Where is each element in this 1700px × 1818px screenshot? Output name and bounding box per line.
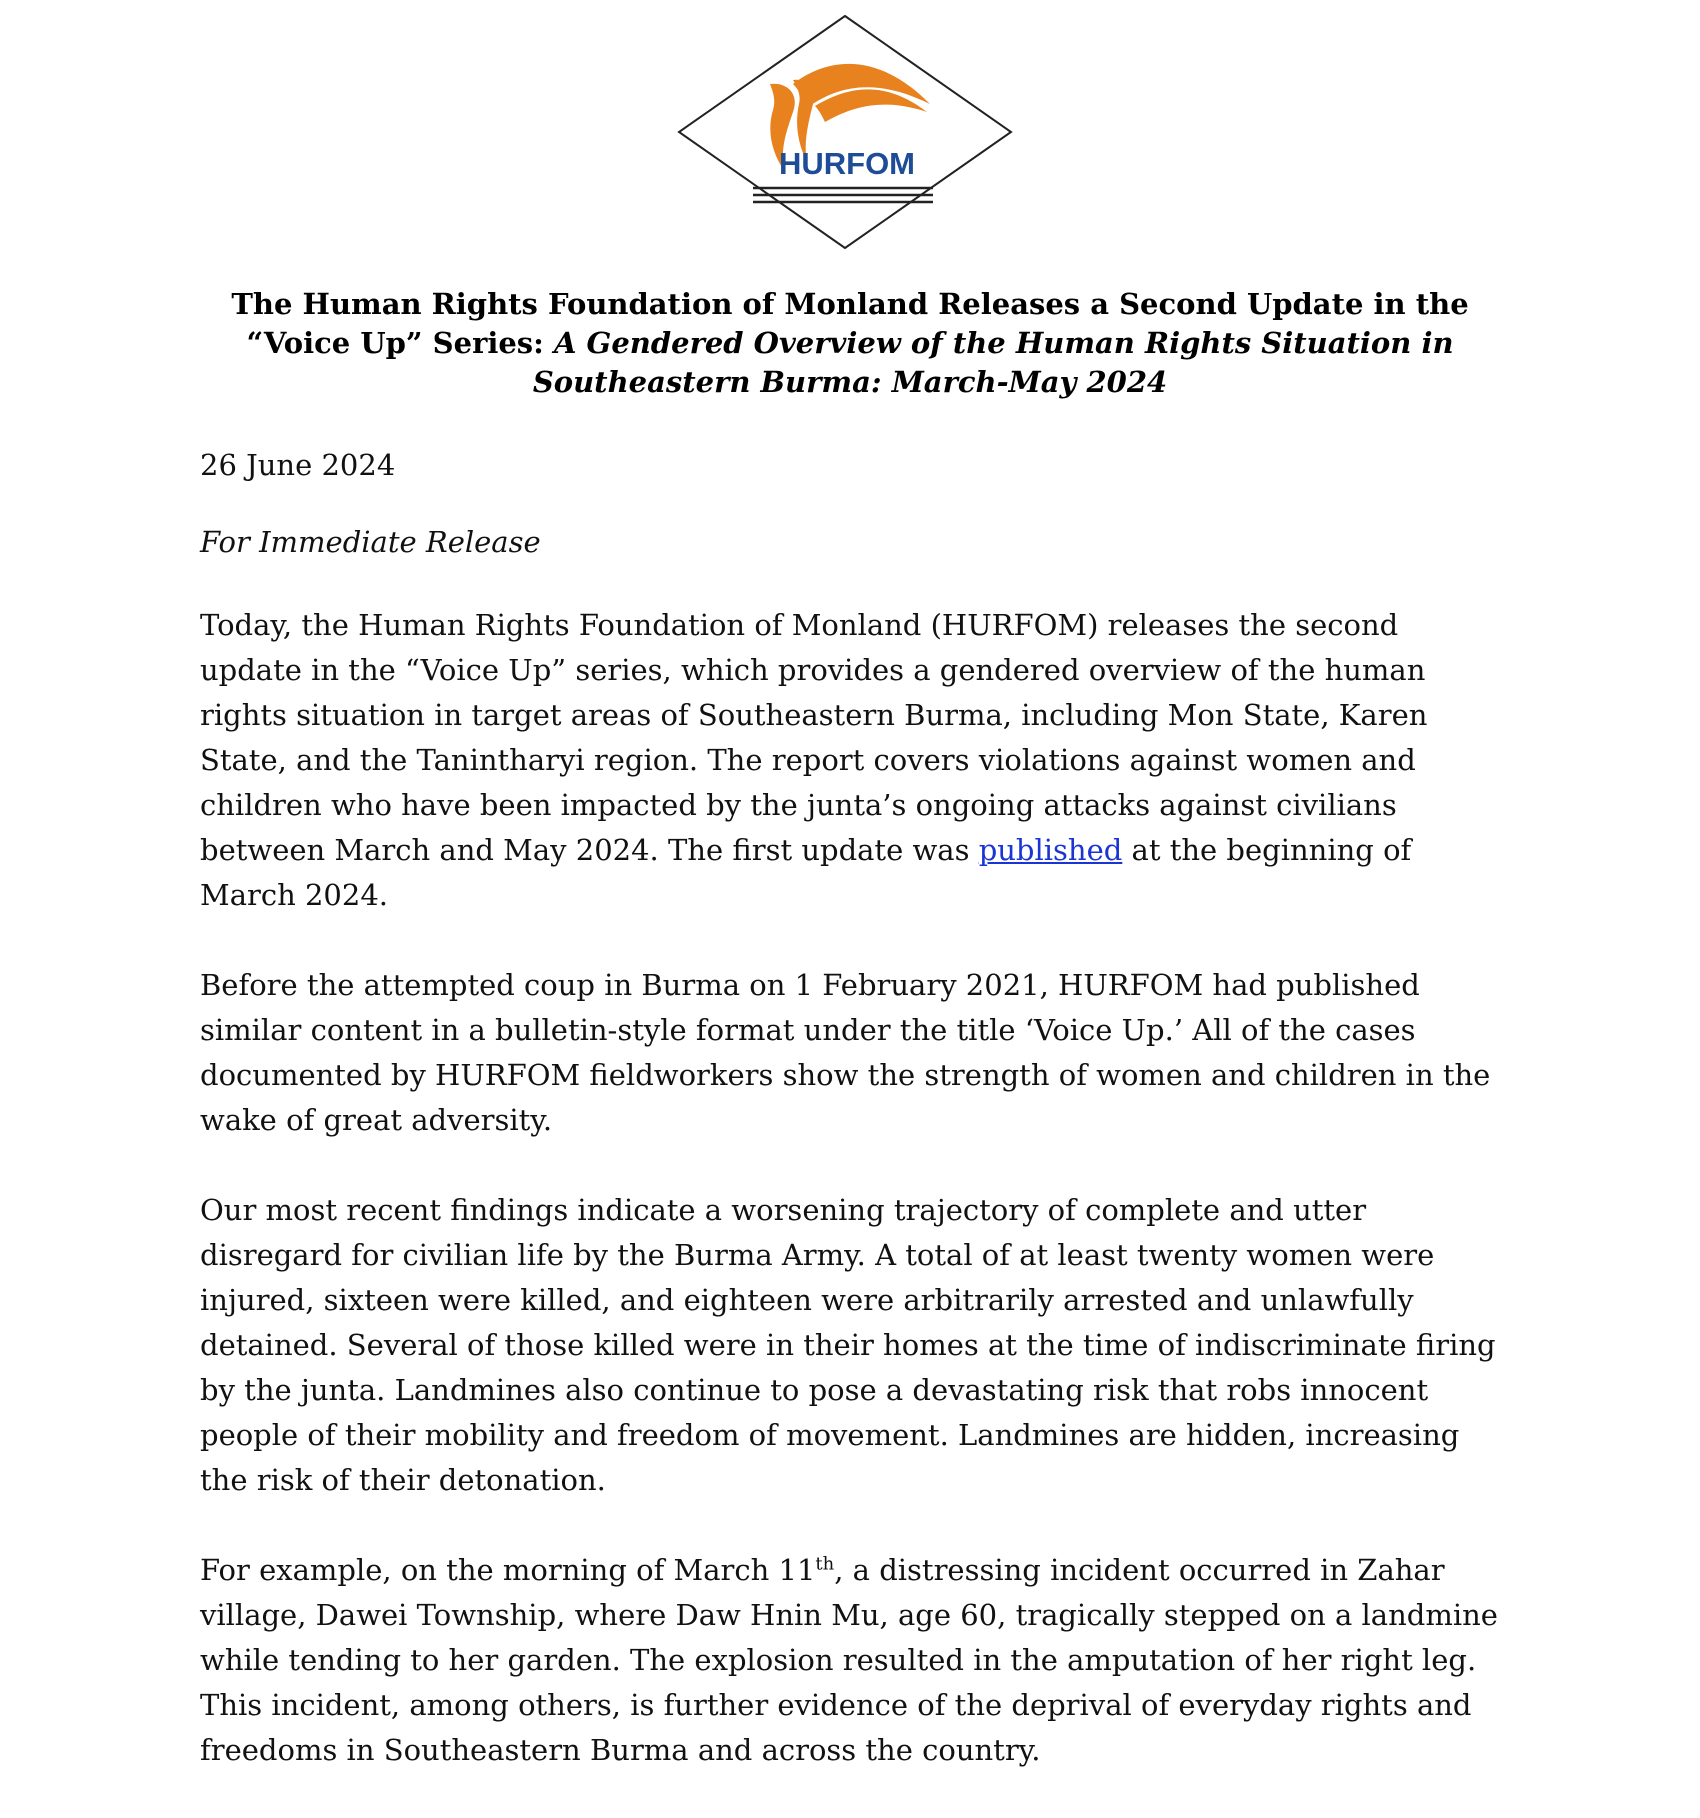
title-series-prefix: “Voice Up” Series: xyxy=(246,326,554,360)
paragraph-example-rest: , a distressing incident occurred in Zahar village, Dawei Township, where Daw Hnin Mu, age 60, tragically stepped on a landmine while tending to her garden. The explosion resulted in the amputation of her right leg. This incident, among others, is further evidence of the deprival of everyday rights and freedoms in Southeastern Burma and across the country. xyxy=(200,1553,1498,1767)
paragraph-example-start: For example, on the morning of March 11 xyxy=(200,1553,816,1587)
published-link[interactable]: published xyxy=(978,833,1123,867)
title-line-2 xyxy=(200,324,1500,363)
logo-text: HURFOM xyxy=(778,146,916,181)
title-subtitle-part-1: A Gendered Overview of the Human Rights Situation in xyxy=(553,326,1454,360)
logo-diamond-border xyxy=(679,16,1011,248)
release-status: For Immediate Release xyxy=(200,525,541,559)
document-body xyxy=(200,443,1500,1818)
release-date: 26 June 2024 xyxy=(200,448,396,482)
title-line-3: Southeastern Burma: March-May 2024 xyxy=(532,365,1168,399)
paragraph-background: Before the attempted coup in Burma on 1 February 2021, HURFOM had published similar content in a bulletin-style format under the title ‘Voice Up.’ All of the cases documented by HURFOM fieldworkers show the strength of women and children in the wake of great adversity. xyxy=(200,968,1491,1137)
press-release-title xyxy=(200,285,1500,402)
ordinal-suffix: th xyxy=(815,1553,835,1575)
paragraph-intro-text: Today, the Human Rights Foundation of Monland (HURFOM) releases the second update in the “Voice Up” series, which provides a gendered overview of the human rights situation in target areas of Southeastern Burma, including Mon State, Karen State, and the Tanintharyi region. The report covers violations against women and children who have been impacted by the junta’s ongoing attacks against civilians between March and May 2024. The first update was xyxy=(200,608,1428,867)
title-line-1: The Human Rights Foundation of Monland Releases a Second Update in the xyxy=(231,287,1469,321)
paragraph-findings: Our most recent findings indicate a worsening trajectory of complete and utter disregard for civilian life by the Burma Army. A total of at least twenty women were injured, sixteen were killed, and eighteen were arbitrarily arrested and unlawfully detained. Several of those killed were in their homes at the time of indiscriminate firing by the junta. Landmines also continue to pose a devastating risk that robs innocent people of their mobility and freedom of movement. Landmines are hidden, increasing the risk of their detonation. xyxy=(200,1193,1496,1497)
hurfom-logo xyxy=(675,12,1015,252)
paragraph-intro-end: at the beginning of March 2024. xyxy=(200,833,1412,912)
paragraph-intro xyxy=(200,603,1500,918)
paragraph-example xyxy=(200,1548,1500,1773)
